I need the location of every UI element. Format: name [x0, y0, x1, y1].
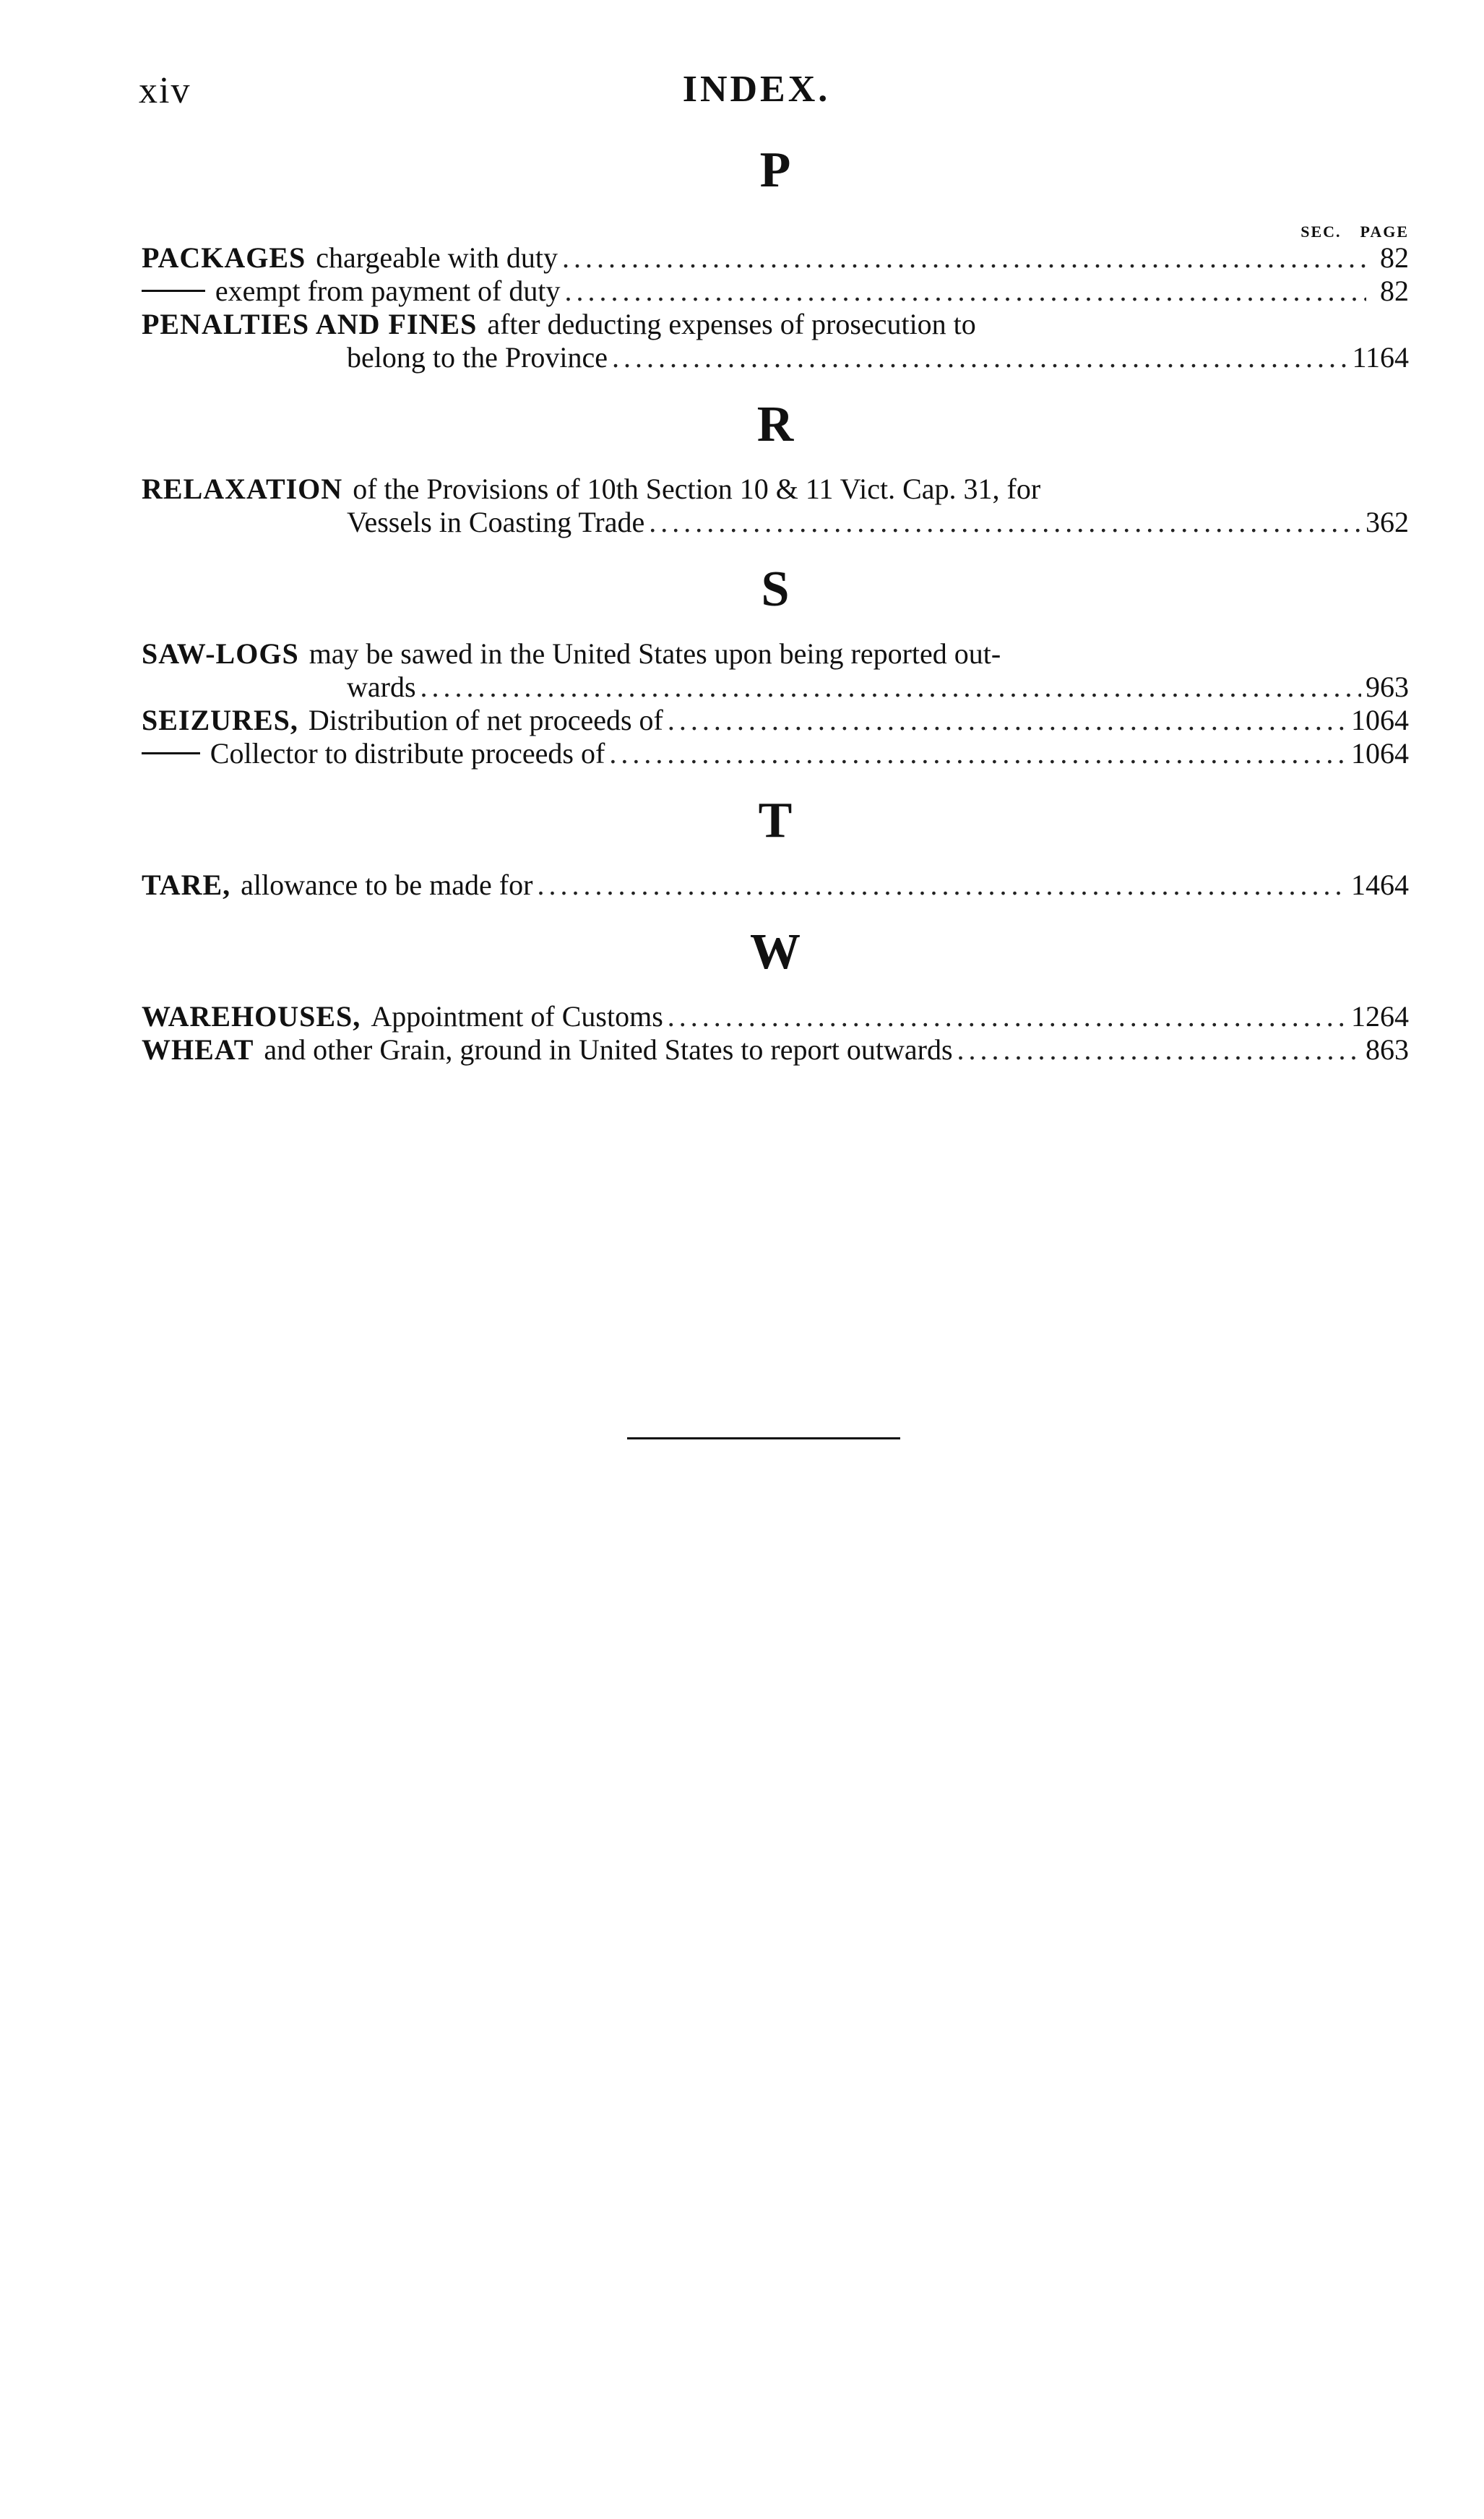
dot-leader — [612, 341, 1347, 374]
index-entry-wheat — [142, 1033, 1409, 1067]
dot-leader — [649, 506, 1361, 539]
entry-text: Collector to distribute proceeds of — [210, 737, 605, 770]
entry-sec: 9 — [1366, 671, 1380, 703]
entry-page: 64 — [1380, 869, 1409, 901]
entry-line — [142, 308, 1409, 341]
entry-page: 82 — [1380, 275, 1409, 307]
index-entry-relaxation — [142, 473, 1409, 539]
entry-line — [142, 241, 1409, 275]
index-entry-penalties — [142, 308, 1409, 374]
entry-line — [142, 737, 1409, 770]
entry-text: Distribution of net proceeds of — [308, 704, 663, 736]
index-entry-packages — [142, 241, 1409, 275]
column-headers — [142, 223, 1409, 241]
entry-heading: RELAXATION — [142, 473, 343, 505]
entry-text: belong to the Province — [347, 341, 608, 374]
entry-text: Appointment of Customs — [371, 1000, 663, 1033]
entry-page: 64 — [1380, 704, 1409, 736]
entry-page: 82 — [1380, 241, 1409, 274]
entry-text: after deducting expenses of prosecution to — [487, 308, 976, 340]
section-w — [142, 923, 1409, 1067]
entry-text: wards — [347, 671, 416, 703]
entry-text: Vessels in Coasting Trade — [347, 506, 645, 538]
section-letter-p: P — [759, 142, 791, 198]
dot-leader — [420, 671, 1361, 704]
entry-text: and other Grain, ground in United States to report outwards — [264, 1033, 953, 1066]
entry-sec: 8 — [1366, 1033, 1380, 1066]
dot-leader — [537, 869, 1347, 902]
entry-page: 63 — [1380, 1033, 1409, 1066]
entry-text: may be sawed in the United States upon being reported out- — [309, 637, 1001, 670]
entry-page: 64 — [1380, 341, 1409, 374]
entry-sec: 14 — [1351, 869, 1380, 901]
entry-sec: 10 — [1351, 704, 1380, 736]
dot-leader — [668, 1000, 1347, 1033]
entry-line — [142, 1033, 1409, 1067]
entry-heading: PACKAGES — [142, 241, 306, 274]
entry-heading: PENALTIES AND FINES — [142, 308, 478, 340]
entry-continuation — [142, 506, 1409, 539]
entry-sec: 12 — [1351, 1000, 1380, 1033]
ditto-dash — [142, 752, 200, 754]
entry-heading: WAREHOUSES, — [142, 1000, 361, 1033]
entry-text: of the Provisions of 10th Section 10 & 11 Vict. Cap. 31, for — [353, 473, 1041, 505]
index-entry-warehouses — [142, 1000, 1409, 1033]
section-p — [142, 142, 1409, 374]
entry-heading: SEIZURES, — [142, 704, 298, 736]
entry-page: 62 — [1380, 506, 1409, 538]
index-entry-seizures-collector — [142, 737, 1409, 770]
page-number: xiv — [139, 70, 191, 111]
ditto-dash — [142, 290, 205, 292]
entry-continuation — [142, 671, 1409, 704]
entry-page: 64 — [1380, 1000, 1409, 1033]
entry-text: allowance to be made for — [241, 869, 533, 901]
entry-text: exempt from payment of duty — [215, 275, 561, 307]
section-s — [142, 561, 1409, 770]
entry-line — [142, 275, 1409, 308]
page-title: INDEX. — [682, 69, 831, 110]
entry-line — [142, 1000, 1409, 1033]
dot-leader — [562, 241, 1366, 275]
index-entry-tare — [142, 869, 1409, 902]
entry-line — [142, 637, 1409, 671]
index-entry-packages-exempt — [142, 275, 1409, 308]
entry-page: 64 — [1380, 737, 1409, 770]
index-entry-saw-logs — [142, 637, 1409, 704]
entry-sec: 3 — [1366, 506, 1380, 538]
index-entry-seizures — [142, 704, 1409, 737]
section-letter-r: R — [756, 397, 794, 452]
dot-leader — [564, 275, 1366, 308]
entry-line — [142, 869, 1409, 902]
entry-page: 63 — [1380, 671, 1409, 703]
section-t — [142, 792, 1409, 902]
dot-leader — [668, 704, 1347, 737]
entry-heading: TARE, — [142, 869, 231, 901]
column-header-sec: SEC. — [1300, 223, 1342, 241]
section-r — [142, 396, 1409, 539]
entry-sec: 10 — [1351, 737, 1380, 770]
entry-continuation — [142, 341, 1409, 374]
section-letter-w: W — [750, 924, 801, 980]
entry-line — [142, 473, 1409, 506]
section-letter-t: T — [758, 793, 793, 848]
closing-rule — [627, 1437, 900, 1439]
entry-text: chargeable with duty — [316, 241, 558, 274]
entry-sec: 11 — [1352, 341, 1380, 374]
dot-leader — [609, 737, 1347, 770]
entry-heading: WHEAT — [142, 1033, 254, 1066]
entry-line — [142, 704, 1409, 737]
index-body — [142, 142, 1409, 1067]
dot-leader — [957, 1033, 1361, 1067]
section-letter-s: S — [761, 561, 790, 617]
column-header-page: PAGE — [1360, 223, 1409, 241]
entry-heading: SAW-LOGS — [142, 637, 299, 670]
